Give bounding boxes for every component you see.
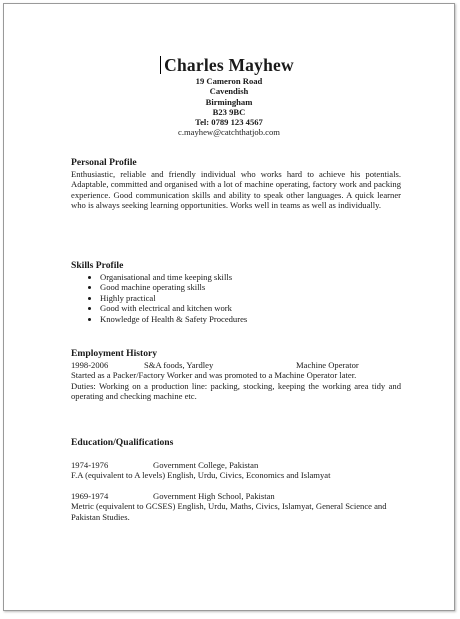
employment-years: 1998-2006 xyxy=(71,360,109,370)
job-role: Machine Operator xyxy=(296,360,359,370)
address-line-3: Birmingham xyxy=(205,96,253,107)
education-years: 1974-1976 xyxy=(71,460,109,470)
list-item: • Highly practical xyxy=(100,293,401,303)
list-item: • Good with electrical and kitchen work xyxy=(100,303,401,313)
cv-page xyxy=(3,3,455,611)
education-heading: Education/Qualifications xyxy=(71,437,174,448)
text-cursor xyxy=(160,56,161,74)
personal-profile-section xyxy=(71,157,401,211)
school-name: Government High School, Pakistan xyxy=(153,490,275,501)
skills-profile-section xyxy=(71,260,401,324)
cv-header xyxy=(4,55,454,138)
education-entry-row xyxy=(71,491,401,501)
school-name: Government College, Pakistan xyxy=(153,460,259,470)
postcode: B23 9BC xyxy=(212,106,246,117)
address-line-1: 19 Cameron Road xyxy=(195,76,263,86)
education-entry-row xyxy=(71,460,401,470)
qualification-detail: F.A (equivalent to A levels) English, Urdu, Civics, Economics and Islamyat xyxy=(71,470,331,481)
employment-history-heading: Employment History xyxy=(71,348,158,359)
list-item: • Good machine operating skills xyxy=(100,282,401,292)
employment-duties: Duties: Working on a production line: packing, stocking, keeping the working area tidy and operating and checking machine etc. xyxy=(71,380,401,402)
list-item: • Knowledge of Health & Safety Procedures xyxy=(100,314,401,324)
education-years: 1969-1974 xyxy=(71,490,109,501)
employment-summary: Started as a Packer/Factory Worker and was promoted to a Machine Operator later. xyxy=(71,370,357,381)
employment-row xyxy=(71,360,401,370)
education-section xyxy=(71,437,401,522)
education-entry xyxy=(71,491,401,522)
personal-profile-text: Enthusiastic, reliable and friendly individual who works hard to achieve his potentials. Adaptable, committed and organised with a lot of machine operating, factory work and packing experience. Good communication skills and ability to speak other languages. A quick learner who is always seeking learning opportunities. Works well in teams as well as individually. xyxy=(71,169,401,211)
candidate-name-text: Charles Mayhew xyxy=(164,55,294,75)
education-entry xyxy=(71,460,401,481)
candidate-name xyxy=(164,55,294,76)
address-line-2: Cavendish xyxy=(209,86,249,97)
email-address: c.mayhew@catchthatjob.com xyxy=(178,127,280,138)
skills-profile-heading: Skills Profile xyxy=(71,260,124,271)
telephone: Tel: 0789 123 4567 xyxy=(195,117,263,128)
list-item: • Organisational and time keeping skills xyxy=(100,272,401,282)
skills-list xyxy=(71,272,401,324)
employer-name: S&A foods, Yardley xyxy=(144,360,214,370)
personal-profile-heading: Personal Profile xyxy=(71,157,137,168)
qualification-detail: Metric (equivalent to GCSES) English, Urdu, Maths, Civics, Islamyat, General Science and Pakistan Studies. xyxy=(71,501,387,522)
employment-history-section xyxy=(71,348,401,402)
